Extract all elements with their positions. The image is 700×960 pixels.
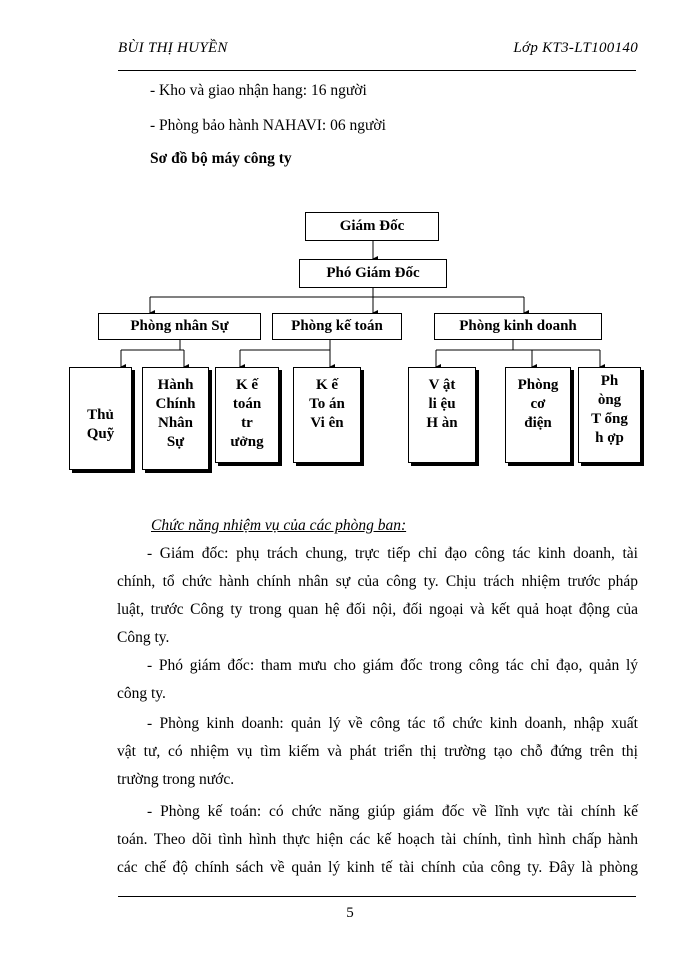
org-dept-business-box: Phòng kinh doanh — [434, 313, 602, 340]
paragraph-line: luật, trước Công ty trong quan hệ đối nội, đối ngoại và kết quả hoạt động của — [117, 601, 638, 618]
org-dept-hr-box: Phòng nhân Sự — [98, 313, 261, 340]
org-chief-accountant-line: K ế — [235, 377, 259, 393]
paragraph-deputy — [117, 652, 638, 708]
paragraph-line: công ty. — [117, 685, 166, 702]
org-treasurer-box — [69, 367, 132, 470]
org-accountant-box — [293, 367, 361, 463]
org-chief-accountant-line: ưởng — [230, 434, 264, 450]
paragraph-line: chính, tổ chức hành chính nhân sự của công ty. Chịu trách nhiệm trước pháp — [117, 573, 638, 590]
org-materials-line: li ệu — [428, 396, 456, 412]
org-accountant-line: K ế — [315, 377, 339, 393]
org-accountant-line: Vi ên — [310, 415, 344, 431]
org-admin-hr-box — [142, 367, 209, 470]
org-accountant-line: To án — [309, 396, 345, 412]
paragraph-line: toán. Theo dõi tình hình thực hiện các kế hoạch tài chính, tình hình chấp hành — [117, 831, 638, 848]
org-materials-line: V ật — [428, 377, 456, 393]
org-materials-line: H àn — [426, 415, 458, 431]
paragraph-business — [117, 710, 638, 794]
org-general-box — [578, 367, 641, 463]
list-item-warranty: - Phòng bảo hành NAHAVI: 06 người — [150, 117, 386, 134]
org-chief-accountant-box — [215, 367, 279, 463]
paragraph-line: - Giám đốc: phụ trách chung, trực tiếp chỉ đạo công tác kinh doanh, tài — [147, 545, 638, 562]
org-electrical-box — [505, 367, 571, 463]
org-materials-box — [408, 367, 476, 463]
org-treasurer-line: Quỹ — [86, 426, 115, 442]
paragraph-line: vật tư, có nhiệm vụ tìm kiếm và phát triển thị trường tạo chỗ đứng trên thị — [117, 743, 638, 760]
org-admin-hr-line: Sự — [166, 434, 185, 450]
footer-rule — [118, 896, 636, 897]
org-electrical-line: điện — [524, 415, 552, 431]
paragraph-line: Công ty. — [117, 629, 170, 646]
org-admin-hr-line: Chính — [155, 396, 196, 412]
org-director-box: Giám Đốc — [305, 212, 439, 241]
paragraph-line: - Phó giám đốc: tham mưu cho giám đốc trong công tác chỉ đạo, quản lý — [147, 657, 638, 674]
org-admin-hr-line: Nhân — [157, 415, 194, 431]
paragraph-director — [117, 540, 638, 652]
header-author: BÙI THỊ HUYỀN — [118, 40, 228, 56]
org-deputy-box: Phó Giám Đốc — [299, 259, 447, 288]
paragraph-line: - Phòng kế toán: có chức năng giúp giám đốc về lĩnh vực tài chính kế — [147, 803, 638, 820]
org-chief-accountant-line: tr — [241, 415, 253, 431]
org-general-line: T ổng — [591, 411, 628, 427]
paragraph-line: trường trong nước. — [117, 771, 235, 788]
paragraph-accounting — [117, 798, 638, 882]
section-heading: Chức năng nhiệm vụ của các phòng ban: — [151, 517, 407, 534]
org-electrical-line: cơ — [530, 396, 546, 412]
diagram-title: Sơ đồ bộ máy công ty — [150, 150, 292, 167]
header-class: Lớp KT3-LT100140 — [513, 40, 638, 56]
org-admin-hr-line: Hành — [157, 377, 194, 393]
page-number: 5 — [346, 905, 354, 921]
list-item-warehouse: - Kho và giao nhận hang: 16 người — [150, 82, 367, 99]
org-general-line: h ợp — [595, 430, 624, 446]
org-general-line: Ph — [600, 373, 619, 389]
org-electrical-line: Phòng — [517, 377, 559, 393]
org-general-line: òng — [597, 392, 622, 408]
paragraph-line: - Phòng kinh doanh: quản lý về công tác tổ chức kinh doanh, nhập xuất — [147, 715, 638, 732]
org-chief-accountant-line: toán — [232, 396, 262, 412]
paragraph-line: các chế độ chính sách về quản lý kinh tế tài chính của công ty. Đây là phòng — [117, 859, 638, 876]
org-dept-accounting-box: Phòng kế toán — [272, 313, 402, 340]
org-treasurer-line: Thủ — [87, 407, 114, 423]
